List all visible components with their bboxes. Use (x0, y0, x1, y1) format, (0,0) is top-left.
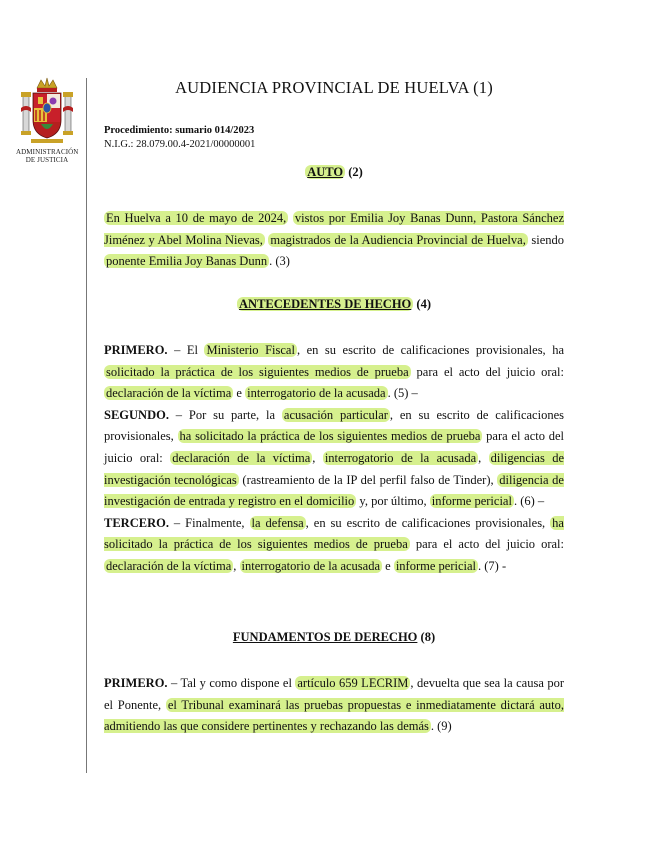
segundo-hl-3: declaración de la víctima (172, 450, 311, 465)
antecedente-primero (104, 340, 564, 405)
tercero-hl-1: la defensa (251, 515, 304, 530)
segundo-text-7: y, por último, (356, 494, 430, 509)
segundo-text-3: para el acto del juicio oral: (104, 429, 564, 465)
intro-ponente: ponente Emilia Joy Banas Dunn (106, 254, 268, 269)
logo-caption-line-1: ADMINISTRACIÓN (16, 148, 79, 156)
segundo-hl-1: acusación particular (283, 407, 388, 422)
tercero-label: TERCERO. (104, 515, 169, 530)
auto-heading-text: AUTO (307, 165, 344, 179)
procedure-label: Procedimiento (104, 125, 170, 136)
fundamento-primero (104, 673, 564, 738)
tercero-hl-5: informe pericial (395, 558, 476, 573)
primero-text-5: . (5) – (387, 386, 418, 401)
antecedentes-paragraphs (104, 340, 564, 578)
segundo-hl-2: ha solicitado la práctica de los siguientes medios de prueba (179, 429, 481, 444)
primero-hl-4: interrogatorio de la acusada (247, 386, 386, 401)
fundamento-text-3: . (9) (430, 719, 452, 734)
margin-rule (86, 78, 87, 773)
procedure-value: : sumario 014/2023 (169, 125, 255, 136)
intro-text-4: . (3) (269, 254, 290, 269)
segundo-hl-6: diligencia de investigación de entrada y registro en el domicilio (104, 472, 564, 509)
intro-date: En Huelva a 10 de mayo de 2024, (106, 211, 287, 225)
primero-text-1: – El (167, 343, 205, 357)
segundo-text-1: – Por su parte, la (168, 407, 282, 422)
auto-heading (104, 165, 564, 180)
segundo-text-2: , en su escrito de calificaciones provisionales, (104, 407, 564, 444)
tercero-hl-3: declaración de la víctima (106, 558, 232, 573)
antecedentes-heading-text: ANTECEDENTES DE HECHO (239, 297, 412, 311)
coat-of-arms-icon (19, 76, 75, 148)
segundo-hl-5: diligencias de investigación tecnológicas (104, 450, 565, 487)
page-title: AUDIENCIA PROVINCIAL DE HUELVA (1) (175, 78, 493, 97)
intro-judges: vistos por Emilia Joy Banas Dunn, Pastora Sánchez Jiménez y Abel Molina Nievas, (104, 211, 564, 247)
procedure-line (104, 124, 255, 138)
antecedente-segundo (104, 405, 564, 513)
primero-hl-1: Ministerio Fiscal (206, 343, 295, 357)
intro-paragraph (104, 208, 564, 273)
fundamento-text-2: , devuelta que sea la causa por el Ponente, (104, 676, 564, 712)
antecedentes-heading (104, 297, 564, 312)
segundo-text-8: . (6) – (513, 494, 545, 509)
tercero-text-6: . (7) - (478, 558, 507, 573)
antecedentes-heading-ref: (4) (413, 297, 431, 311)
logo-caption-line-2: DE JUSTICIA (25, 156, 69, 164)
segundo-text-5: , (478, 450, 489, 465)
fundamento-text-1: – Tal y como dispone el (167, 676, 296, 690)
procedure-block (104, 124, 255, 152)
tercero-text-4: , (233, 558, 240, 573)
segundo-label: SEGUNDO. (104, 407, 169, 422)
primero-hl-2: solicitado la práctica de los siguientes medios de prueba (106, 364, 409, 379)
tercero-hl-2: ha solicitado la práctica de los siguientes medios de prueba (104, 515, 564, 552)
fundamento-hl-2: el Tribunal examinará las pruebas propuestas e inmediatamente dictará auto, admitiendo las que considere pertinentes y rechazando las demás (104, 697, 564, 734)
tercero-text-5: e (382, 558, 394, 573)
fundamentos-heading (104, 630, 564, 645)
segundo-text-4: , (312, 450, 323, 465)
primero-text-2: , en su escrito de calificaciones provisionales, ha (296, 343, 564, 357)
intro-magistrates: magistrados de la Audiencia Provincial de Huelva, (270, 232, 526, 247)
intro-text-3: siendo (527, 232, 565, 247)
segundo-text-6: (rastreamiento de la IP del perfil falso de Tinder), (238, 472, 498, 487)
tercero-text-1: – Finalmente, (168, 515, 250, 530)
nig-line: N.I.G.: 28.079.00.4-2021/00000001 (104, 139, 256, 150)
fundamentos-heading-ref: (8) (417, 630, 436, 644)
segundo-hl-7: informe pericial (431, 494, 512, 509)
primero-text-3: para el acto del juicio oral: (410, 364, 565, 379)
tercero-text-3: para el acto del juicio oral: (409, 537, 565, 552)
auto-heading-ref: (2) (345, 165, 363, 179)
fundamentos-heading-text: FUNDAMENTOS DE DERECHO (232, 630, 418, 644)
fundamento-primero-label: PRIMERO. (104, 676, 168, 690)
segundo-hl-4: interrogatorio de la acusada (324, 450, 477, 465)
primero-label: PRIMERO. (104, 343, 168, 357)
primero-hl-3: declaración de la víctima (106, 386, 232, 401)
fundamento-hl-1: artículo 659 LECRIM (297, 676, 409, 690)
tercero-text-2: , en su escrito de calificaciones provisionales, (305, 515, 551, 530)
coat-of-arms-logo (16, 76, 78, 164)
antecedente-tercero (104, 513, 564, 578)
primero-text-4: e (233, 386, 246, 401)
tercero-hl-4: interrogatorio de la acusada (241, 558, 381, 573)
